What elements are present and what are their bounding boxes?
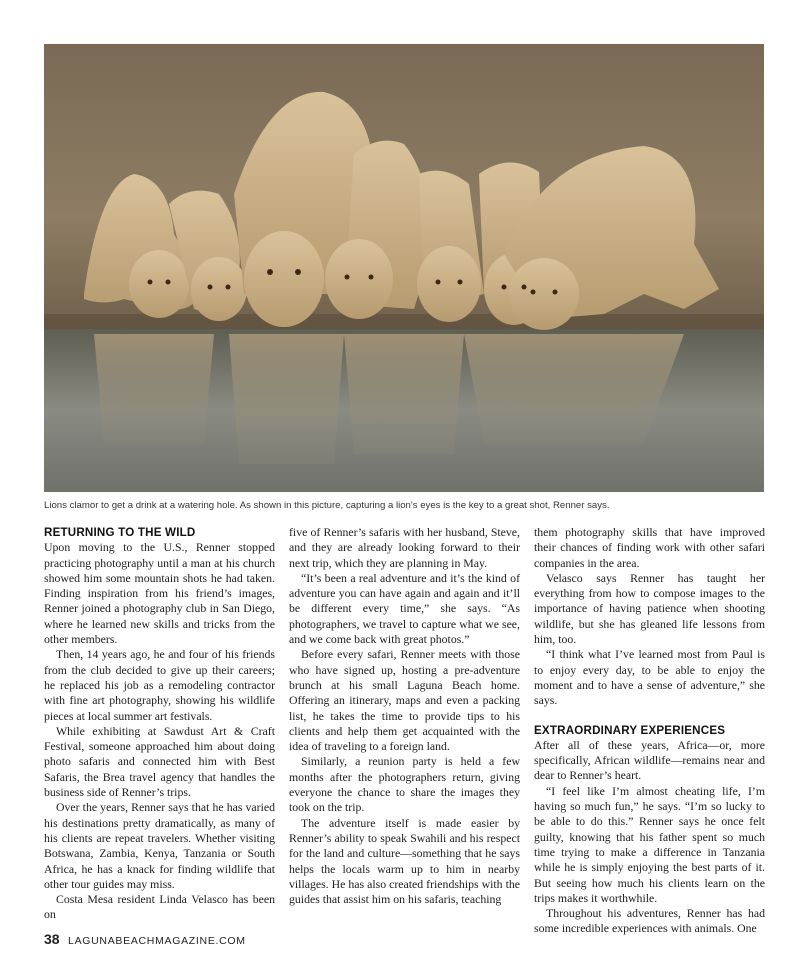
paragraph: Velasco says Renner has taught her everything from how to compose images to the importance of having patience when shooting wildlife, but she has gleaned life lessons from him, too. — [534, 570, 765, 647]
paragraph: Over the years, Renner says that he has varied his destinations pretty dramatically, as many of his clients are repeat travelers. Whether visiting Botswana, Zambia, Kenya, Tanzania or South Africa, he has a knack for finding wildlife that other tour guides may miss. — [44, 800, 275, 891]
article-column-1 — [44, 525, 275, 923]
paragraph: Throughout his adventures, Renner has had some incredible experiences with animals. One — [534, 906, 765, 936]
paragraph: five of Renner’s safaris with her husband, Steve, and they are already looking forward to their next trip, which they are planning in May. — [289, 525, 520, 570]
paragraph: Upon moving to the U.S., Renner stopped practicing photography until a man at his church showed him some mountain shots he had taken. Finding inspiration from his friend’s images, Renner joined a photography club in San Diego, where he learned new skills and tricks from the other members. — [44, 540, 275, 647]
paragraph: After all of these years, Africa—or, more specifically, African wildlife—remains near and dear to Renner’s heart. — [534, 737, 765, 783]
lions-photo — [44, 44, 764, 492]
paragraph: Before every safari, Renner meets with those who have signed up, hosting a pre-adventure brunch at his small Laguna Beach home. Offering an itinerary, maps and even a packing list, he takes the time to provide tips to his clients and help them get acquainted with the idea of traveling to a foreign land. — [289, 647, 520, 754]
article-column-2 — [289, 525, 520, 907]
page-footer — [44, 931, 246, 949]
website-link[interactable]: LAGUNABEACHMAGAZINE.COM — [68, 935, 246, 947]
paragraph: Similarly, a reunion party is held a few months after the photographers return, giving everyone the chance to share the images they took on the trip. — [289, 754, 520, 815]
paragraph: Costa Mesa resident Linda Velasco has been on — [44, 892, 275, 922]
photo-caption: Lions clamor to get a drink at a watering hole. As shown in this picture, capturing a lion's eyes is the key to a great shot, Renner says. — [44, 500, 610, 511]
paragraph: them photography skills that have improved their chances of finding work with other safari companies in the area. — [534, 525, 765, 570]
paragraph: While exhibiting at Sawdust Art & Craft Festival, someone approached him about doing photo safaris and connected him with Best Safaris, the Brea travel agency that handles the business side of Renner’s trips. — [44, 723, 275, 800]
section-heading: RETURNING TO THE WILD — [44, 526, 196, 539]
paragraph: Then, 14 years ago, he and four of his friends from the club decided to give up their careers; he replaced his job as a remodeling contractor with fine art photography, showing his wildlife pieces at local summer art festivals. — [44, 647, 275, 723]
page-number: 38 — [44, 931, 60, 947]
article-column-3 — [534, 525, 765, 937]
paragraph: The adventure itself is made easier by Renner’s ability to speak Swahili and his respect for the land and culture—something that he says helps the locals warm up to him in nearby villages. He has also created friendships with the guides that assist him on his safaris, teaching — [289, 815, 520, 907]
paragraph: “I think what I’ve learned most from Paul is to enjoy every day, to be able to enjoy the moment and to have a sense of adventure,” she says. — [534, 647, 765, 708]
paragraph: “I feel like I’m almost cheating life, I’m having so much fun,” he says. “I’m so lucky to be able to do this.” Renner says he once felt guilty, knowing that his father spent so much time trying to make a difference in Tanzania while he is simply enjoying the best parts of it. But seeing how much his clients learn on the trips makes it worthwhile. — [534, 783, 765, 905]
paragraph: “It’s been a real adventure and it’s the kind of adventure you can have again and again and it’ll be different every time,” she says. “As photographers, we travel to capture what we see, and we come back with great photos.” — [289, 570, 520, 647]
section-heading: EXTRAORDINARY EXPERIENCES — [534, 723, 726, 737]
